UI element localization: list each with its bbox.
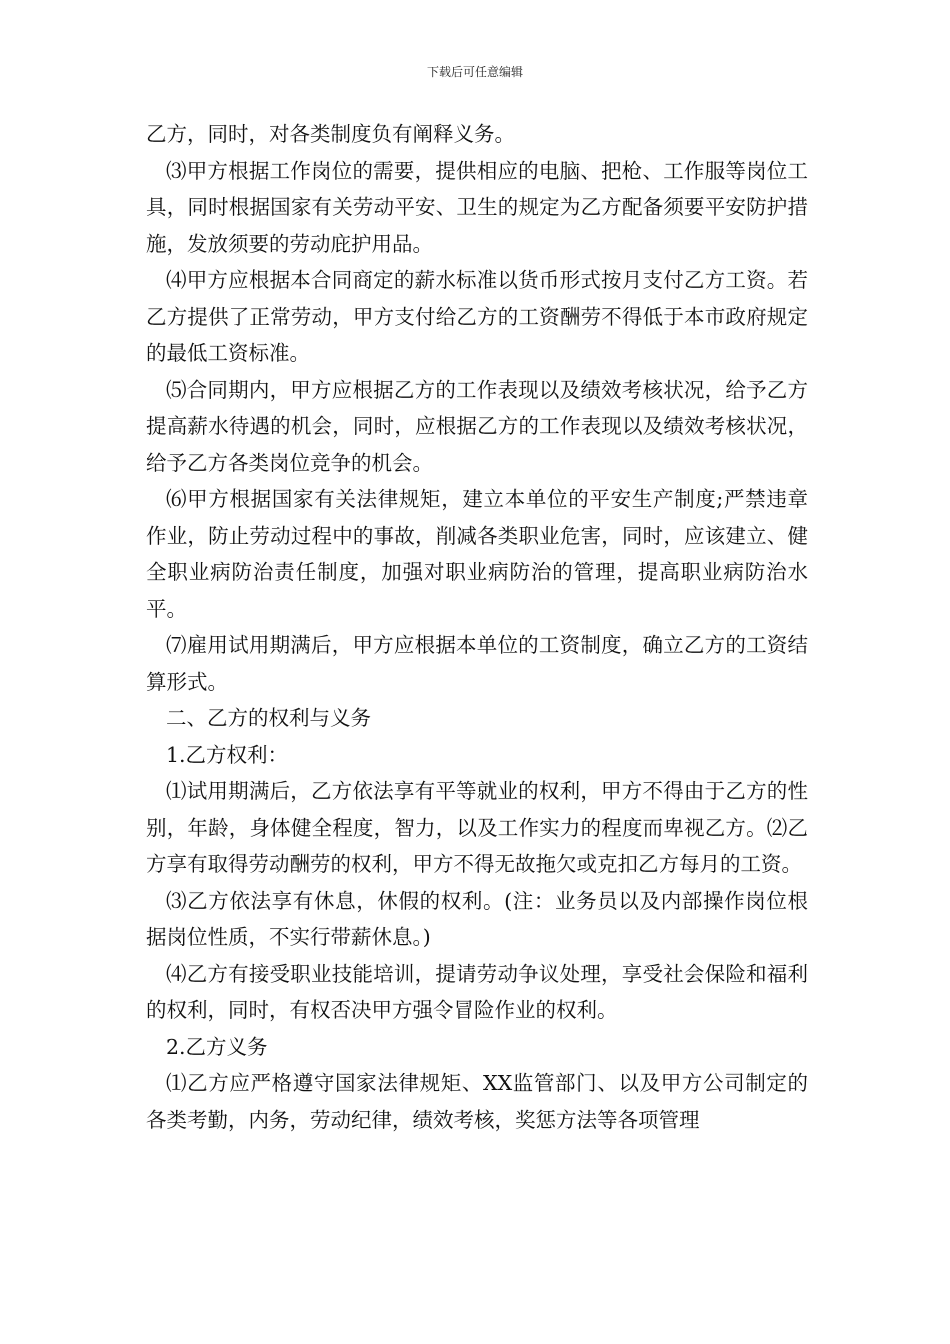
paragraph-item-7-settlement: ⑺雇用试用期满后，甲方应根据本单位的工资制度，确立乙方的工资结算形式。 <box>146 633 808 694</box>
section-heading-rights-duties: 二、乙方的权利与义务 <box>166 706 371 730</box>
paragraph-item-5-promotion: ⑸合同期内，甲方应根据乙方的工作表现以及绩效考核状况，给予乙方提高薪水待遇的机会，同时，应根据乙方的工作表现以及绩效考核状况，给予乙方各类岗位竞争的机会。 <box>146 377 808 475</box>
subheading-rights: 1.乙方权利： <box>166 742 289 767</box>
subheading-duties: 2.乙方义务 <box>166 1034 268 1059</box>
document-body <box>146 116 808 1138</box>
paragraph-item-3-equipment: ⑶甲方根据工作岗位的需要，提供相应的电脑、把枪、工作服等岗位工具，同时根据国家有关劳动平安、卫生的规定为乙方配备须要平安防护措施，发放须要的劳动庇护用品。 <box>146 158 808 256</box>
paragraph-duties-1: ⑴乙方应严格遵守国家法律规矩、XX监管部门、以及甲方公司制定的各类考勤，内务，劳动纪律，绩效考核，奖惩方法等各项管理 <box>146 1071 808 1132</box>
paragraph-rights-1-2: ⑴试用期满后，乙方依法享有平等就业的权利，甲方不得由于乙方的性别，年龄，身体健全程度，智力，以及工作实力的程度而卑视乙方。⑵乙方享有取得劳动酬劳的权利，甲方不得无故拖欠或克扣乙方每月的工资。 <box>146 779 808 876</box>
paragraph-rights-4: ⑷乙方有接受职业技能培训，提请劳动争议处理，享受社会保险和福利的权利，同时，有权否决甲方强令冒险作业的权利。 <box>146 961 808 1022</box>
page-header: 下载后可任意编辑 <box>426 65 523 79</box>
paragraph-item-4-wages: ⑷甲方应根据本合同商定的薪水标准以货币形式按月支付乙方工资。若乙方提供了正常劳动，甲方支付给乙方的工资酬劳不得低于本市政府规定的最低工资标准。 <box>146 268 808 365</box>
paragraph-item-6-safety: ⑹甲方根据国家有关法律规矩，建立本单位的平安生产制度;严禁违章作业，防止劳动过程中的事故，削减各类职业危害，同时，应该建立、健全职业病防治责任制度，加强对职业病防治的管理，提高职业病防治水平。 <box>146 487 808 621</box>
paragraph-continuation: 乙方，同时，对各类制度负有阐释义务。 <box>146 122 515 146</box>
paragraph-rights-3: ⑶乙方依法享有休息，休假的权利。(注：业务员以及内部操作岗位根据岗位性质，不实行带薪休息。) <box>146 888 808 949</box>
